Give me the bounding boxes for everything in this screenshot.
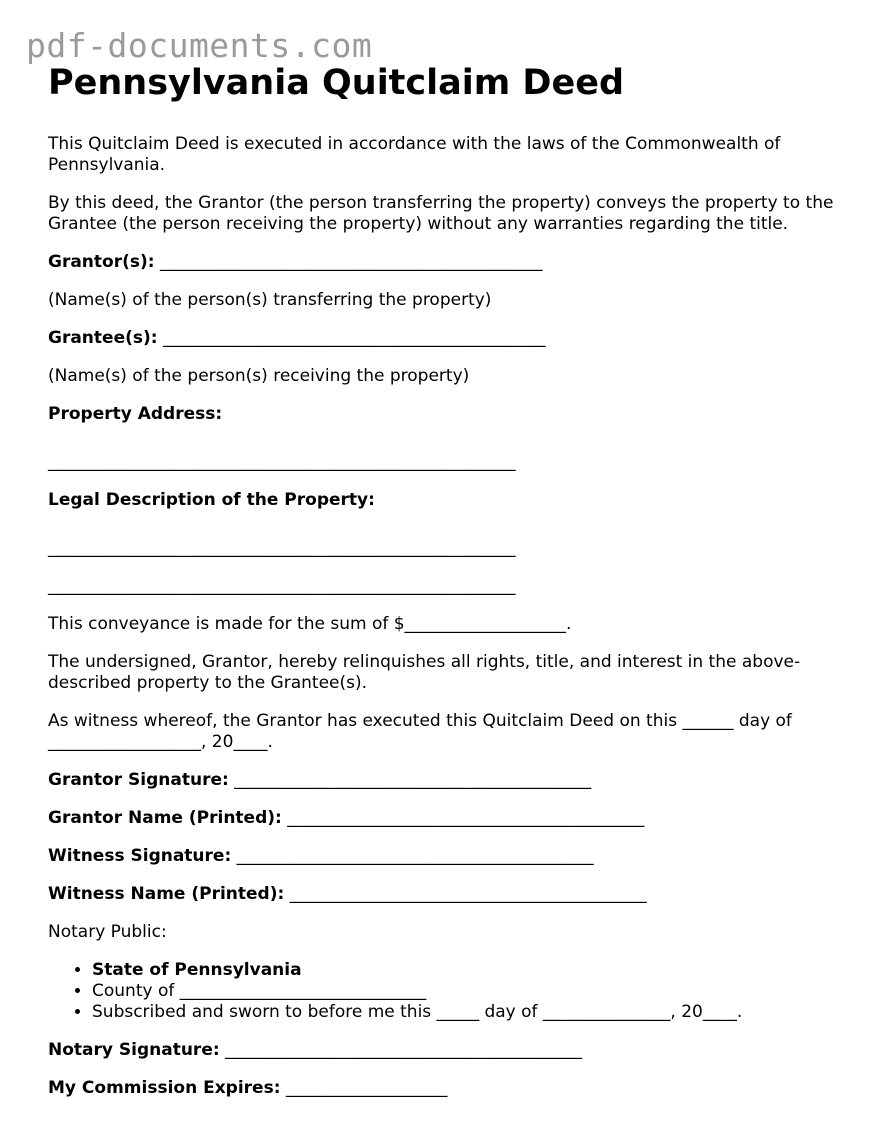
witness-name-field[interactable]	[48, 884, 848, 905]
conveyance-paragraph: By this deed, the Grantor (the person transferring the property) conveys the property to the Grantee (the person receiving the property) without any warranties regarding the title.	[48, 193, 834, 234]
watermark: pdf-documents.com	[26, 26, 373, 65]
notary-list	[48, 960, 848, 1023]
witness-signature-blank[interactable]: __________________________________________	[231, 846, 594, 866]
grantee-blank[interactable]: _____________________________________________	[157, 328, 546, 348]
witness-signature-field[interactable]	[48, 846, 848, 867]
grantor-name-field[interactable]	[48, 808, 848, 829]
grantee-label: Grantee(s):	[48, 328, 158, 348]
grantor-blank[interactable]: _____________________________________________	[154, 252, 543, 272]
grantor-signature-label: Grantor Signature:	[48, 770, 229, 790]
witness-signature-label: Witness Signature:	[48, 846, 232, 866]
legal-description-label: Legal Description of the Property:	[48, 490, 375, 510]
grantor-signature-field[interactable]	[48, 770, 848, 791]
property-address-label: Property Address:	[48, 404, 223, 424]
commission-field[interactable]	[48, 1078, 848, 1099]
grantee-note: (Name(s) of the person(s) receiving the property)	[48, 366, 470, 386]
legal-description-line-1[interactable]: _______________________________________________________	[48, 538, 516, 558]
notary-county[interactable]: • County of _____________________________	[92, 981, 848, 1002]
grantor-label: Grantor(s):	[48, 252, 155, 272]
intro-paragraph: This Quitclaim Deed is executed in accordance with the laws of the Commonwealth of Pennsylvania.	[48, 134, 781, 175]
witness-name-label: Witness Name (Printed):	[48, 884, 285, 904]
consideration-paragraph: This conveyance is made for the sum of $___________________.	[48, 614, 572, 634]
grantor-signature-blank[interactable]: __________________________________________	[228, 770, 592, 790]
property-address-line[interactable]: _______________________________________________________	[48, 452, 516, 472]
notary-signature-label: Notary Signature:	[48, 1040, 220, 1060]
legal-description-line-2[interactable]: _______________________________________________________	[48, 576, 516, 596]
document-body	[48, 62, 848, 1116]
grantee-field[interactable]	[48, 328, 848, 349]
notary-signature-blank[interactable]: __________________________________________	[219, 1040, 583, 1060]
grantor-note: (Name(s) of the person(s) transferring the property)	[48, 290, 492, 310]
witness-clause: As witness whereof, the Grantor has executed this Quitclaim Deed on this ______ day of __________________, 20____.	[48, 711, 792, 752]
notary-sworn[interactable]: • Subscribed and sworn to before me this _____ day of _______________, 20____.	[92, 1002, 848, 1023]
relinquish-paragraph: The undersigned, Grantor, hereby relinquishes all rights, title, and interest in the above-described property to the Grantee(s).	[48, 652, 801, 693]
witness-name-blank[interactable]: __________________________________________	[284, 884, 647, 904]
page-title: Pennsylvania Quitclaim Deed	[48, 63, 625, 103]
notary-state: • State of Pennsylvania	[92, 960, 848, 981]
grantor-name-label: Grantor Name (Printed):	[48, 808, 282, 828]
grantor-field[interactable]	[48, 252, 848, 273]
notary-signature-field[interactable]	[48, 1040, 848, 1061]
commission-blank[interactable]: ___________________	[280, 1078, 448, 1098]
notary-heading: Notary Public:	[48, 922, 167, 942]
grantor-name-blank[interactable]: __________________________________________	[281, 808, 645, 828]
commission-label: My Commission Expires:	[48, 1078, 281, 1098]
